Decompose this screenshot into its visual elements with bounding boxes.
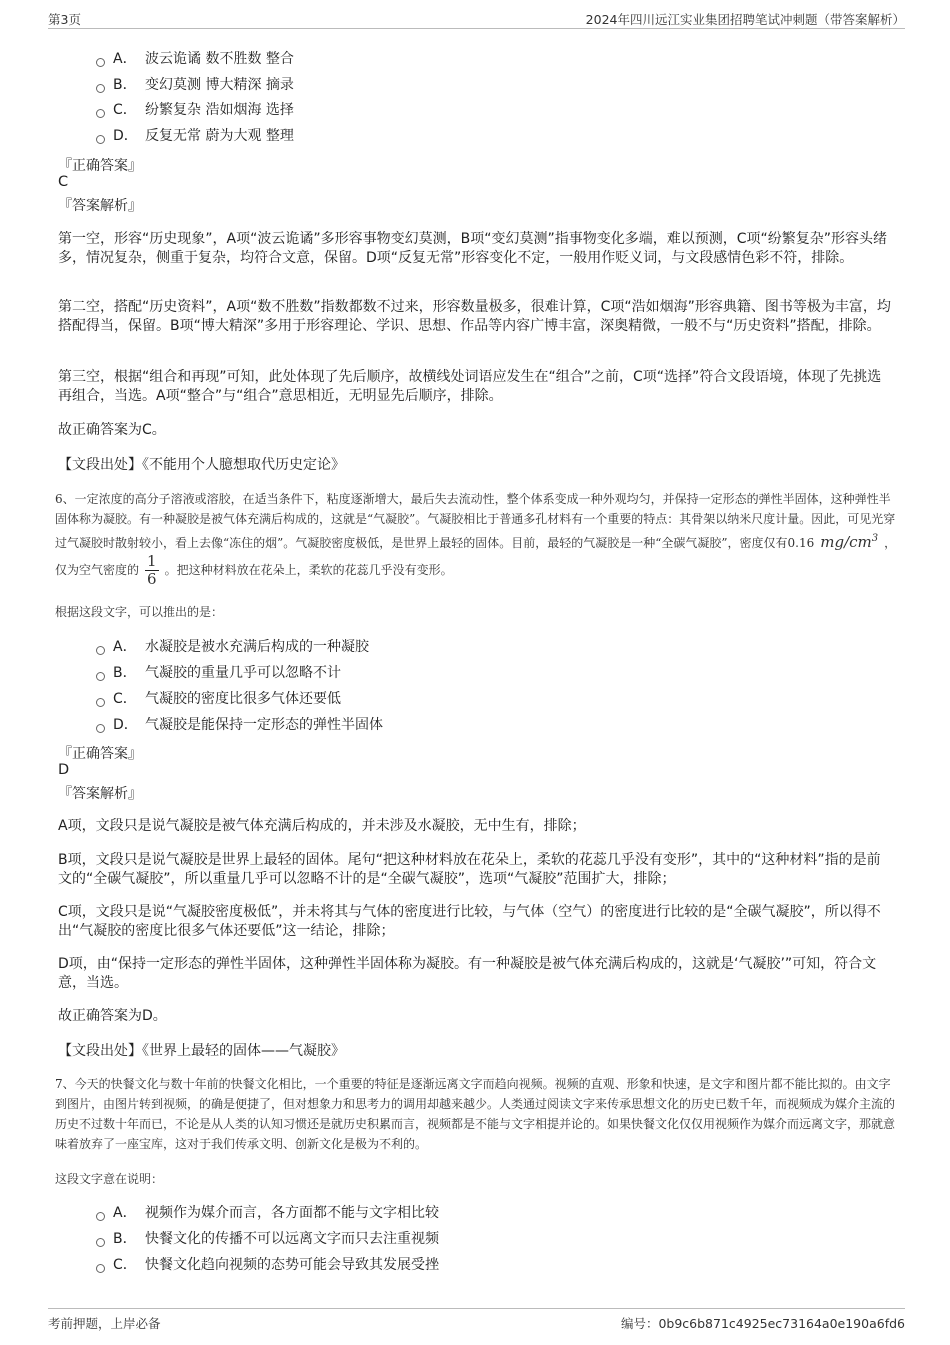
q7-option-c[interactable]: C． 快餐文化趋向视频的态势可能会导致其发展受挫 bbox=[96, 1255, 439, 1275]
radio-icon[interactable] bbox=[96, 84, 105, 93]
q6-option-a[interactable]: A． 水凝胶是被水充满后构成的一种凝胶 bbox=[96, 637, 369, 657]
analysis-paragraph: 第一空，形容“历史现象”，A项“波云诡谲”多形容事物变幻莫测，B项“变幻莫测”指事物变化多端，难以预测，C项“纷繁复杂”形容头绪多，情况复杂，侧重于复杂，均符合文意，保留。D项“反复无常”形容变化不定，一般用作贬义词，与文段感情色彩不符，排除。 bbox=[58, 231, 887, 266]
analysis-label: 『答案解析』 bbox=[58, 786, 142, 802]
radio-icon[interactable] bbox=[96, 672, 105, 681]
q5-option-c[interactable]: C． 纷繁复杂 浩如烟海 选择 bbox=[96, 100, 294, 120]
density-unit: $mg/cm^3$ bbox=[820, 533, 879, 551]
page-header bbox=[48, 8, 905, 29]
radio-icon[interactable] bbox=[96, 698, 105, 707]
q5-option-b[interactable]: B． 变幻莫测 博大精深 摘录 bbox=[96, 75, 294, 95]
radio-icon[interactable] bbox=[96, 1212, 105, 1221]
radio-icon[interactable] bbox=[96, 1238, 105, 1247]
analysis-label: 『答案解析』 bbox=[58, 198, 142, 214]
q6-option-d[interactable]: D． 气凝胶是能保持一定形态的弹性半固体 bbox=[96, 715, 383, 735]
radio-icon[interactable] bbox=[96, 135, 105, 144]
fraction: $\frac{1}{6}$ bbox=[147, 552, 157, 588]
q5-option-d[interactable]: D． 反复无常 蔚为大观 整理 bbox=[96, 126, 294, 146]
radio-icon[interactable] bbox=[96, 646, 105, 655]
analysis-paragraph: 第三空，根据“组合和再现”可知，此处体现了先后顺序，故横线处词语应发生在“组合”之前，C项“选择”符合文段语境，体现了先挑选再组合，当选。A项“整合”与“组合”意思相近，无明显先后顺序，排除。 bbox=[58, 369, 882, 404]
conclusion: 故正确答案为D。 bbox=[58, 1008, 167, 1024]
radio-icon[interactable] bbox=[96, 1264, 105, 1273]
source-citation: 【文段出处】《不能用个人臆想取代历史定论》 bbox=[58, 457, 345, 473]
correct-answer: D bbox=[58, 762, 70, 778]
q6-option-b[interactable]: B． 气凝胶的重量几乎可以忽略不计 bbox=[96, 663, 341, 683]
footer-slogan: 考前押题，上岸必备 bbox=[48, 1316, 161, 1331]
radio-icon[interactable] bbox=[96, 109, 105, 118]
q7-option-a[interactable]: A． 视频作为媒介而言，各方面都不能与文字相比较 bbox=[96, 1203, 439, 1223]
conclusion: 故正确答案为C。 bbox=[58, 422, 166, 438]
analysis-paragraph: D项，由“保持一定形态的弹性半固体，这种弹性半固体称为凝胶。有一种凝胶是被气体充满后构成的，这就是‘气凝胶’”可知，符合文意，当选。 bbox=[58, 956, 877, 991]
radio-icon[interactable] bbox=[96, 724, 105, 733]
radio-icon[interactable] bbox=[96, 58, 105, 67]
analysis-paragraph: C项，文段只是说“气凝胶密度极低”，并未将其与气体的密度进行比较，与气体（空气）的密度进行比较的是“全碳气凝胶”，所以得不出“气凝胶的密度比很多气体还要低”这一结论，排除； bbox=[58, 904, 881, 939]
question-stem: 6、一定浓度的高分子溶液或溶胶，在适当条件下，粘度逐渐增大，最后失去流动性，整个体系变成一种外观均匀，并保持一定形态的弹性半固体，这种弹性半固体称为凝胶。有一种凝胶是被气体充满后构成的，这就是“气凝胶”。气凝胶相比于普通多孔材料有一个重要的特点：其骨架以纳米尺度计量。因此，可见光穿过气凝胶时散射较小，看上去像“冻住的烟”。气凝胶密度极低，是世界上最轻的固体。目前，最轻的气凝胶是一种“全碳气凝胶”，密度仅有0.16 $mg/cm^3$ ，仅为空气密度的 $\frac{1}{6}$ 。把这种材料放在花朵上，柔软的花蕊几乎没有变形。 bbox=[55, 492, 897, 588]
q5-option-a[interactable]: A． 波云诡谲 数不胜数 整合 bbox=[96, 49, 294, 69]
page-number: 第3页 bbox=[48, 12, 81, 27]
document-title: 2024年四川远江实业集团招聘笔试冲刺题（带答案解析） bbox=[585, 12, 905, 27]
answer-label: 『正确答案』 bbox=[58, 158, 142, 174]
correct-answer: C bbox=[58, 174, 69, 190]
analysis-paragraph: B项，文段只是说气凝胶是世界上最轻的固体。尾句“把这种材料放在花朵上，柔软的花蕊几乎没有变形”，其中的“这种材料”指的是前文的“全碳气凝胶”，所以重量几乎可以忽略不计的是“全碳气凝胶”，选项“气凝胶”范围扩大，排除； bbox=[58, 852, 881, 887]
question-stem: 7、今天的快餐文化与数十年前的快餐文化相比，一个重要的特征是逐渐远离文字而趋向视频。视频的直观、形象和快速，是文字和图片都不能比拟的。由文字到图片，由图片转到视频，的确是便捷了，但对想象力和思考力的调用却越来越少。人类通过阅读文字来传承思想文化的历史已数千年，而视频成为媒介主流的历史不过数十年而已，不论是从人类的认知习惯还是就历史积累而言，视频都是不能与文字相提并论的。如果快餐文化仅仅用视频作为媒介而远离文字，那就意味着放弃了一座宝库，这对于我们传承文明、创新文化是极为不利的。 bbox=[55, 1077, 896, 1151]
q6-option-c[interactable]: C． 气凝胶的密度比很多气体还要低 bbox=[96, 689, 341, 709]
analysis-paragraph: A项，文段只是说气凝胶是被气体充满后构成的，并未涉及水凝胶，无中生有，排除； bbox=[58, 818, 586, 834]
question-prompt: 根据这段文字，可以推出的是： bbox=[55, 605, 224, 619]
answer-label: 『正确答案』 bbox=[58, 746, 142, 762]
analysis-paragraph: 第二空，搭配“历史资料”，A项“数不胜数”指数都数不过来，形容数量极多，很难计算，C项“浩如烟海”形容典籍、图书等极为丰富，均搭配得当，保留。B项“博大精深”多用于形容理论、学识、思想、作品等内容广博丰富，深奥精微，一般不与“历史资料”搭配，排除。 bbox=[58, 299, 891, 334]
source-citation: 【文段出处】《世界上最轻的固体——气凝胶》 bbox=[58, 1043, 345, 1059]
question-prompt: 这段文字意在说明： bbox=[55, 1172, 164, 1186]
document-id: 编号：0b9c6b871c4925ec73164a0e190a6fd6 bbox=[620, 1316, 905, 1331]
page-footer bbox=[48, 1308, 905, 1329]
q7-option-b[interactable]: B． 快餐文化的传播不可以远离文字而只去注重视频 bbox=[96, 1229, 439, 1249]
